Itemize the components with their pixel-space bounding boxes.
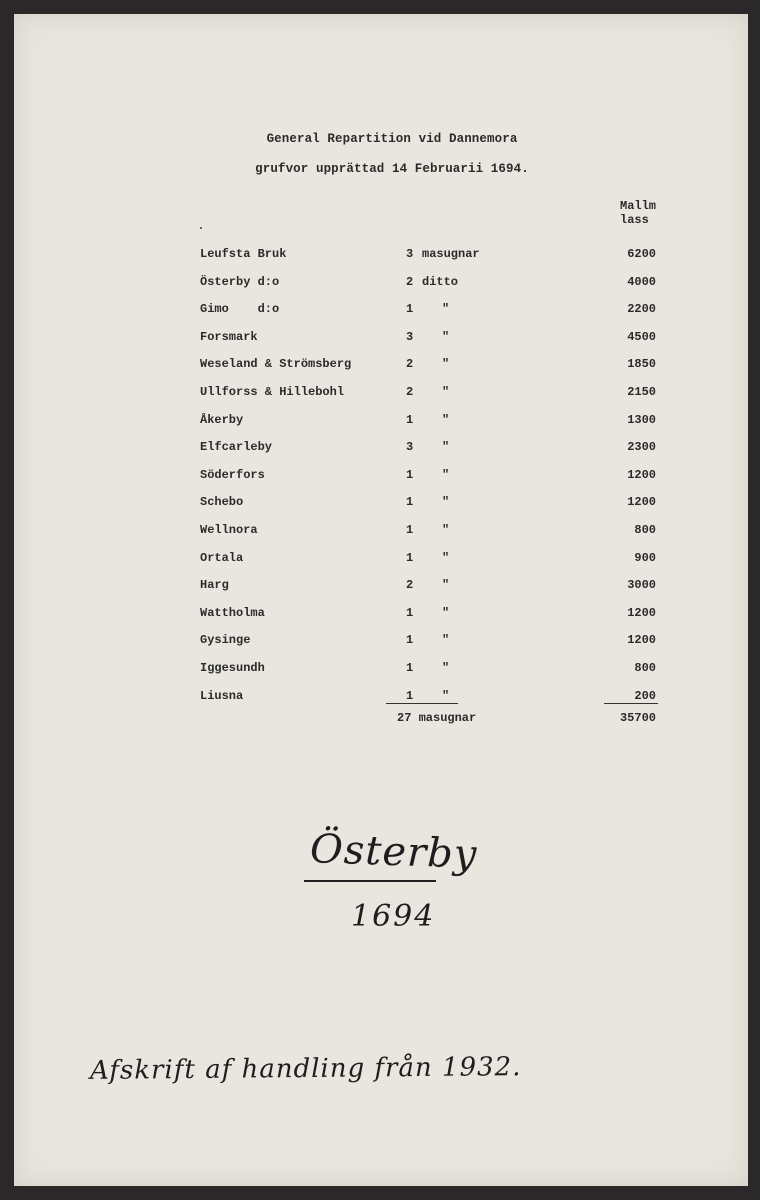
furnace-unit: " (442, 661, 450, 675)
mallm-lass-value: 1300 (627, 413, 656, 427)
document-page (14, 14, 748, 1186)
furnace-unit: " (442, 551, 450, 565)
furnace-unit: masugnar (422, 247, 480, 261)
furnace-unit: " (442, 689, 450, 703)
works-name: Ullforss & Hillebohl (200, 385, 345, 399)
furnace-unit: " (442, 330, 450, 344)
table-row (14, 247, 748, 267)
mallm-lass-value: 1200 (627, 633, 656, 647)
works-name: Weseland & Strömsberg (200, 357, 352, 371)
works-name: Söderfors (200, 468, 265, 482)
handwritten-place-name: Österby (309, 826, 479, 878)
mallm-lass-value: 2300 (627, 440, 656, 454)
count-sum-rule (386, 703, 458, 704)
total-furnaces: 27 masugnar (397, 711, 477, 725)
mallm-lass-value: 1850 (627, 357, 656, 371)
furnace-unit: " (442, 495, 450, 509)
furnace-count: 1 (406, 606, 414, 620)
furnace-count: 1 (406, 495, 414, 509)
table-row (14, 523, 748, 543)
furnace-unit: ditto (422, 275, 459, 289)
table-row (14, 468, 748, 488)
document-title-line-2: grufvor upprättad 14 Februarii 1694. (255, 162, 529, 176)
table-row (14, 633, 748, 653)
furnace-count: 2 (406, 385, 414, 399)
handwritten-year: 1694 (351, 899, 436, 934)
furnace-count: 3 (406, 440, 414, 454)
column-header-line-2: lass (620, 213, 649, 227)
table-row (14, 661, 748, 681)
furnace-count: 2 (406, 357, 414, 371)
table-row (14, 302, 748, 322)
works-name: Gysinge (200, 633, 251, 647)
works-name: Harg (200, 578, 229, 592)
furnace-unit: " (442, 578, 450, 592)
furnace-unit: " (442, 606, 450, 620)
furnace-count: 1 (406, 302, 414, 316)
mallm-lass-value: 800 (634, 661, 656, 675)
table-row (14, 357, 748, 377)
works-name: Forsmark (200, 330, 258, 344)
table-row (14, 275, 748, 295)
furnace-unit: " (442, 440, 450, 454)
mallm-lass-value: 1200 (627, 606, 656, 620)
column-header-mallm-lass (620, 199, 656, 227)
mallm-lass-value: 4500 (627, 330, 656, 344)
furnace-count: 1 (406, 468, 414, 482)
mallm-lass-value: 4000 (627, 275, 656, 289)
works-name: Schebo (200, 495, 244, 509)
furnace-unit: " (442, 468, 450, 482)
furnace-unit: " (442, 302, 450, 316)
works-name: Österby d:o (200, 275, 280, 289)
works-name: Wellnora (200, 523, 258, 537)
table-row (14, 578, 748, 598)
works-name: Gimo d:o (200, 302, 280, 316)
mallm-lass-value: 1200 (627, 468, 656, 482)
document-title-line-1: General Repartition vid Dannemora (266, 132, 518, 146)
handwritten-note: Afskrift af handling från 1932. (89, 1052, 522, 1086)
mallm-lass-value: 1200 (627, 495, 656, 509)
furnace-count: 1 (406, 413, 414, 427)
works-name: Liusna (200, 689, 244, 703)
table-row (14, 440, 748, 460)
furnace-count: 1 (406, 689, 414, 703)
mallm-lass-value: 200 (634, 689, 656, 703)
furnace-count: 2 (406, 578, 414, 592)
furnace-count: 1 (406, 633, 414, 647)
column-header-line-1: Mallm (620, 199, 657, 213)
furnace-count: 2 (406, 275, 414, 289)
works-name: Åkerby (200, 413, 244, 427)
works-name: Wattholma (200, 606, 265, 620)
furnace-unit: " (442, 633, 450, 647)
table-row (14, 413, 748, 433)
furnace-count: 1 (406, 661, 414, 675)
works-name: Ortala (200, 551, 244, 565)
mallm-lass-value: 6200 (627, 247, 656, 261)
works-name: Elfcarleby (200, 440, 273, 454)
mallm-lass-value: 2150 (627, 385, 656, 399)
table-row (14, 689, 748, 709)
works-name: Leufsta Bruk (200, 247, 287, 261)
mallm-lass-value: 2200 (627, 302, 656, 316)
furnace-count: 1 (406, 551, 414, 565)
furnace-count: 1 (406, 523, 414, 537)
table-row (14, 551, 748, 571)
lass-sum-rule (604, 703, 658, 704)
total-lass: 35700 (619, 711, 656, 725)
furnace-unit: " (442, 357, 450, 371)
furnace-unit: " (442, 413, 450, 427)
works-name: Iggesundh (200, 661, 265, 675)
furnace-count: 3 (406, 330, 414, 344)
furnace-count: 3 (406, 247, 414, 261)
furnace-unit: " (442, 523, 450, 537)
mallm-lass-value: 900 (634, 551, 656, 565)
table-row (14, 606, 748, 626)
mallm-lass-value: 3000 (627, 578, 656, 592)
mallm-lass-value: 800 (634, 523, 656, 537)
furnace-unit: " (442, 385, 450, 399)
table-row (14, 495, 748, 515)
handwritten-underline (304, 880, 436, 882)
pencil-tick-mark (200, 227, 202, 229)
table-row (14, 330, 748, 350)
table-row (14, 385, 748, 405)
